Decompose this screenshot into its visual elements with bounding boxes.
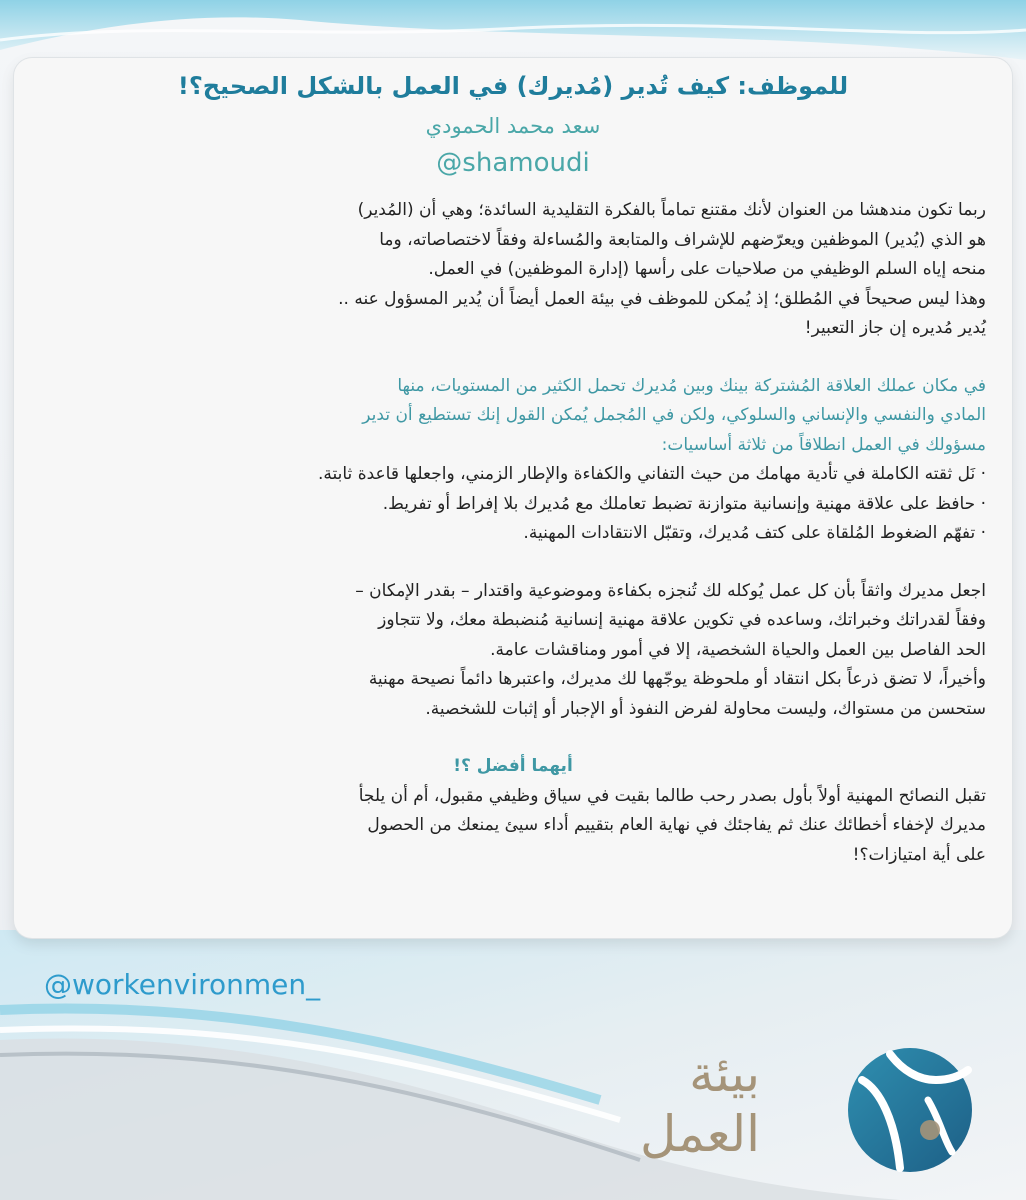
footer-handle[interactable]: @workenvironmen_ bbox=[44, 968, 321, 1001]
bullet-item: · تفهّم الضغوط المُلقاة على كتف مُديرك، وتقبّل الانتقادات المهنية. bbox=[40, 519, 986, 549]
author-handle[interactable]: @shamoudi bbox=[436, 148, 590, 178]
advice-line: ستحسن من مستواك، وليست محاولة لفرض النفوذ أو الإجبار أو إثبات للشخصية. bbox=[425, 698, 986, 719]
brand-line-2: العمل bbox=[640, 1105, 761, 1163]
intro-line: يُدير مُديره إن جاز التعبير! bbox=[804, 318, 986, 338]
intro-line: ربما تكون مندهشا من العنوان لأنك مقتنع تماماً بالفكرة التقليدية السائدة؛ وهي أن (المُدير) bbox=[357, 200, 986, 220]
intro-line: منحه إياه السلم الوظيفي من صلاحيات على رأسها (إدارة الموظفين) في العمل. bbox=[428, 259, 986, 279]
question-heading: أيهما أفضل ؟! bbox=[453, 756, 573, 776]
teal-line: المادي والنفسي والإنساني والسلوكي، ولكن في المُجمل يُمكن القول إنك تستطيع أن تدير bbox=[362, 405, 986, 425]
closing-line: مديرك لإخفاء أخطائك عنك ثم يفاجئك في نهاية العام بتقييم أداء سيئ يمنعك من الحصول bbox=[367, 815, 986, 835]
advice-line: اجعل مديرك واثقاً بأن كل عمل يُوكله لك تُنجزه بكفاءة وموضوعية واقتدار – بقدر الإمكان – bbox=[355, 580, 986, 601]
article-body bbox=[40, 196, 986, 870]
brand-wordmark bbox=[640, 1044, 760, 1164]
intro-line: وهذا ليس صحيحاً في المُطلق؛ إذ يُمكن للموظف في بيئة العمل أيضاً أن يُدير المسؤول عنه .. bbox=[338, 288, 986, 309]
closing-line: على أية امتيازات؟! bbox=[852, 844, 986, 865]
advice-line: الحد الفاصل بين العمل والحياة الشخصية، إلا في أمور ومناقشات عامة. bbox=[490, 639, 986, 660]
bullet-item: · حافظ على علاقة مهنية وإنسانية متوازنة تضبط تعاملك مع مُديرك بلا إفراط أو تفريط. bbox=[40, 490, 986, 520]
advice-line: وفقاً لقدراتك وخبراتك، وساعده في تكوين علاقة مهنية إنسانية مُنضبطة معك، ولا تتجاوز bbox=[378, 610, 986, 630]
author-name: سعد محمد الحمودي bbox=[425, 114, 601, 138]
bullet-item: · نَل ثقته الكاملة في تأدية مهامك من حيث التفاني والكفاءة والإطار الزمني، واجعلها قاعدة ثابتة. bbox=[40, 460, 986, 490]
teal-line: في مكان عملك العلاقة المُشتركة بينك وبين مُديرك تحمل الكثير من المستويات، منها bbox=[397, 375, 986, 396]
teal-line: مسؤولك في العمل انطلاقاً من ثلاثة أساسيات: bbox=[661, 434, 986, 455]
article-title: للموظف: كيف تُدير (مُديرك) في العمل بالشكل الصحيح؟! bbox=[177, 72, 849, 100]
baya-logo-icon bbox=[840, 1040, 980, 1180]
intro-line: هو الذي (يُدير) الموظفين ويعرّضهم للإشراف والمتابعة والمُساءلة وفقاً لاختصاصاته، وما bbox=[379, 229, 986, 250]
brand-line-1: بيئة bbox=[689, 1045, 761, 1103]
closing-line: تقبل النصائح المهنية أولاً بأول بصدر رحب طالما بقيت في سياق وظيفي مقبول، أم أن يلجأ bbox=[358, 785, 986, 806]
advice-line: وأخيراً، لا تضق ذرعاً بكل انتقاد أو ملحوظة يوجّهها لك مديرك، واعتبرها دائماً نصيحة مهنية bbox=[368, 669, 986, 689]
